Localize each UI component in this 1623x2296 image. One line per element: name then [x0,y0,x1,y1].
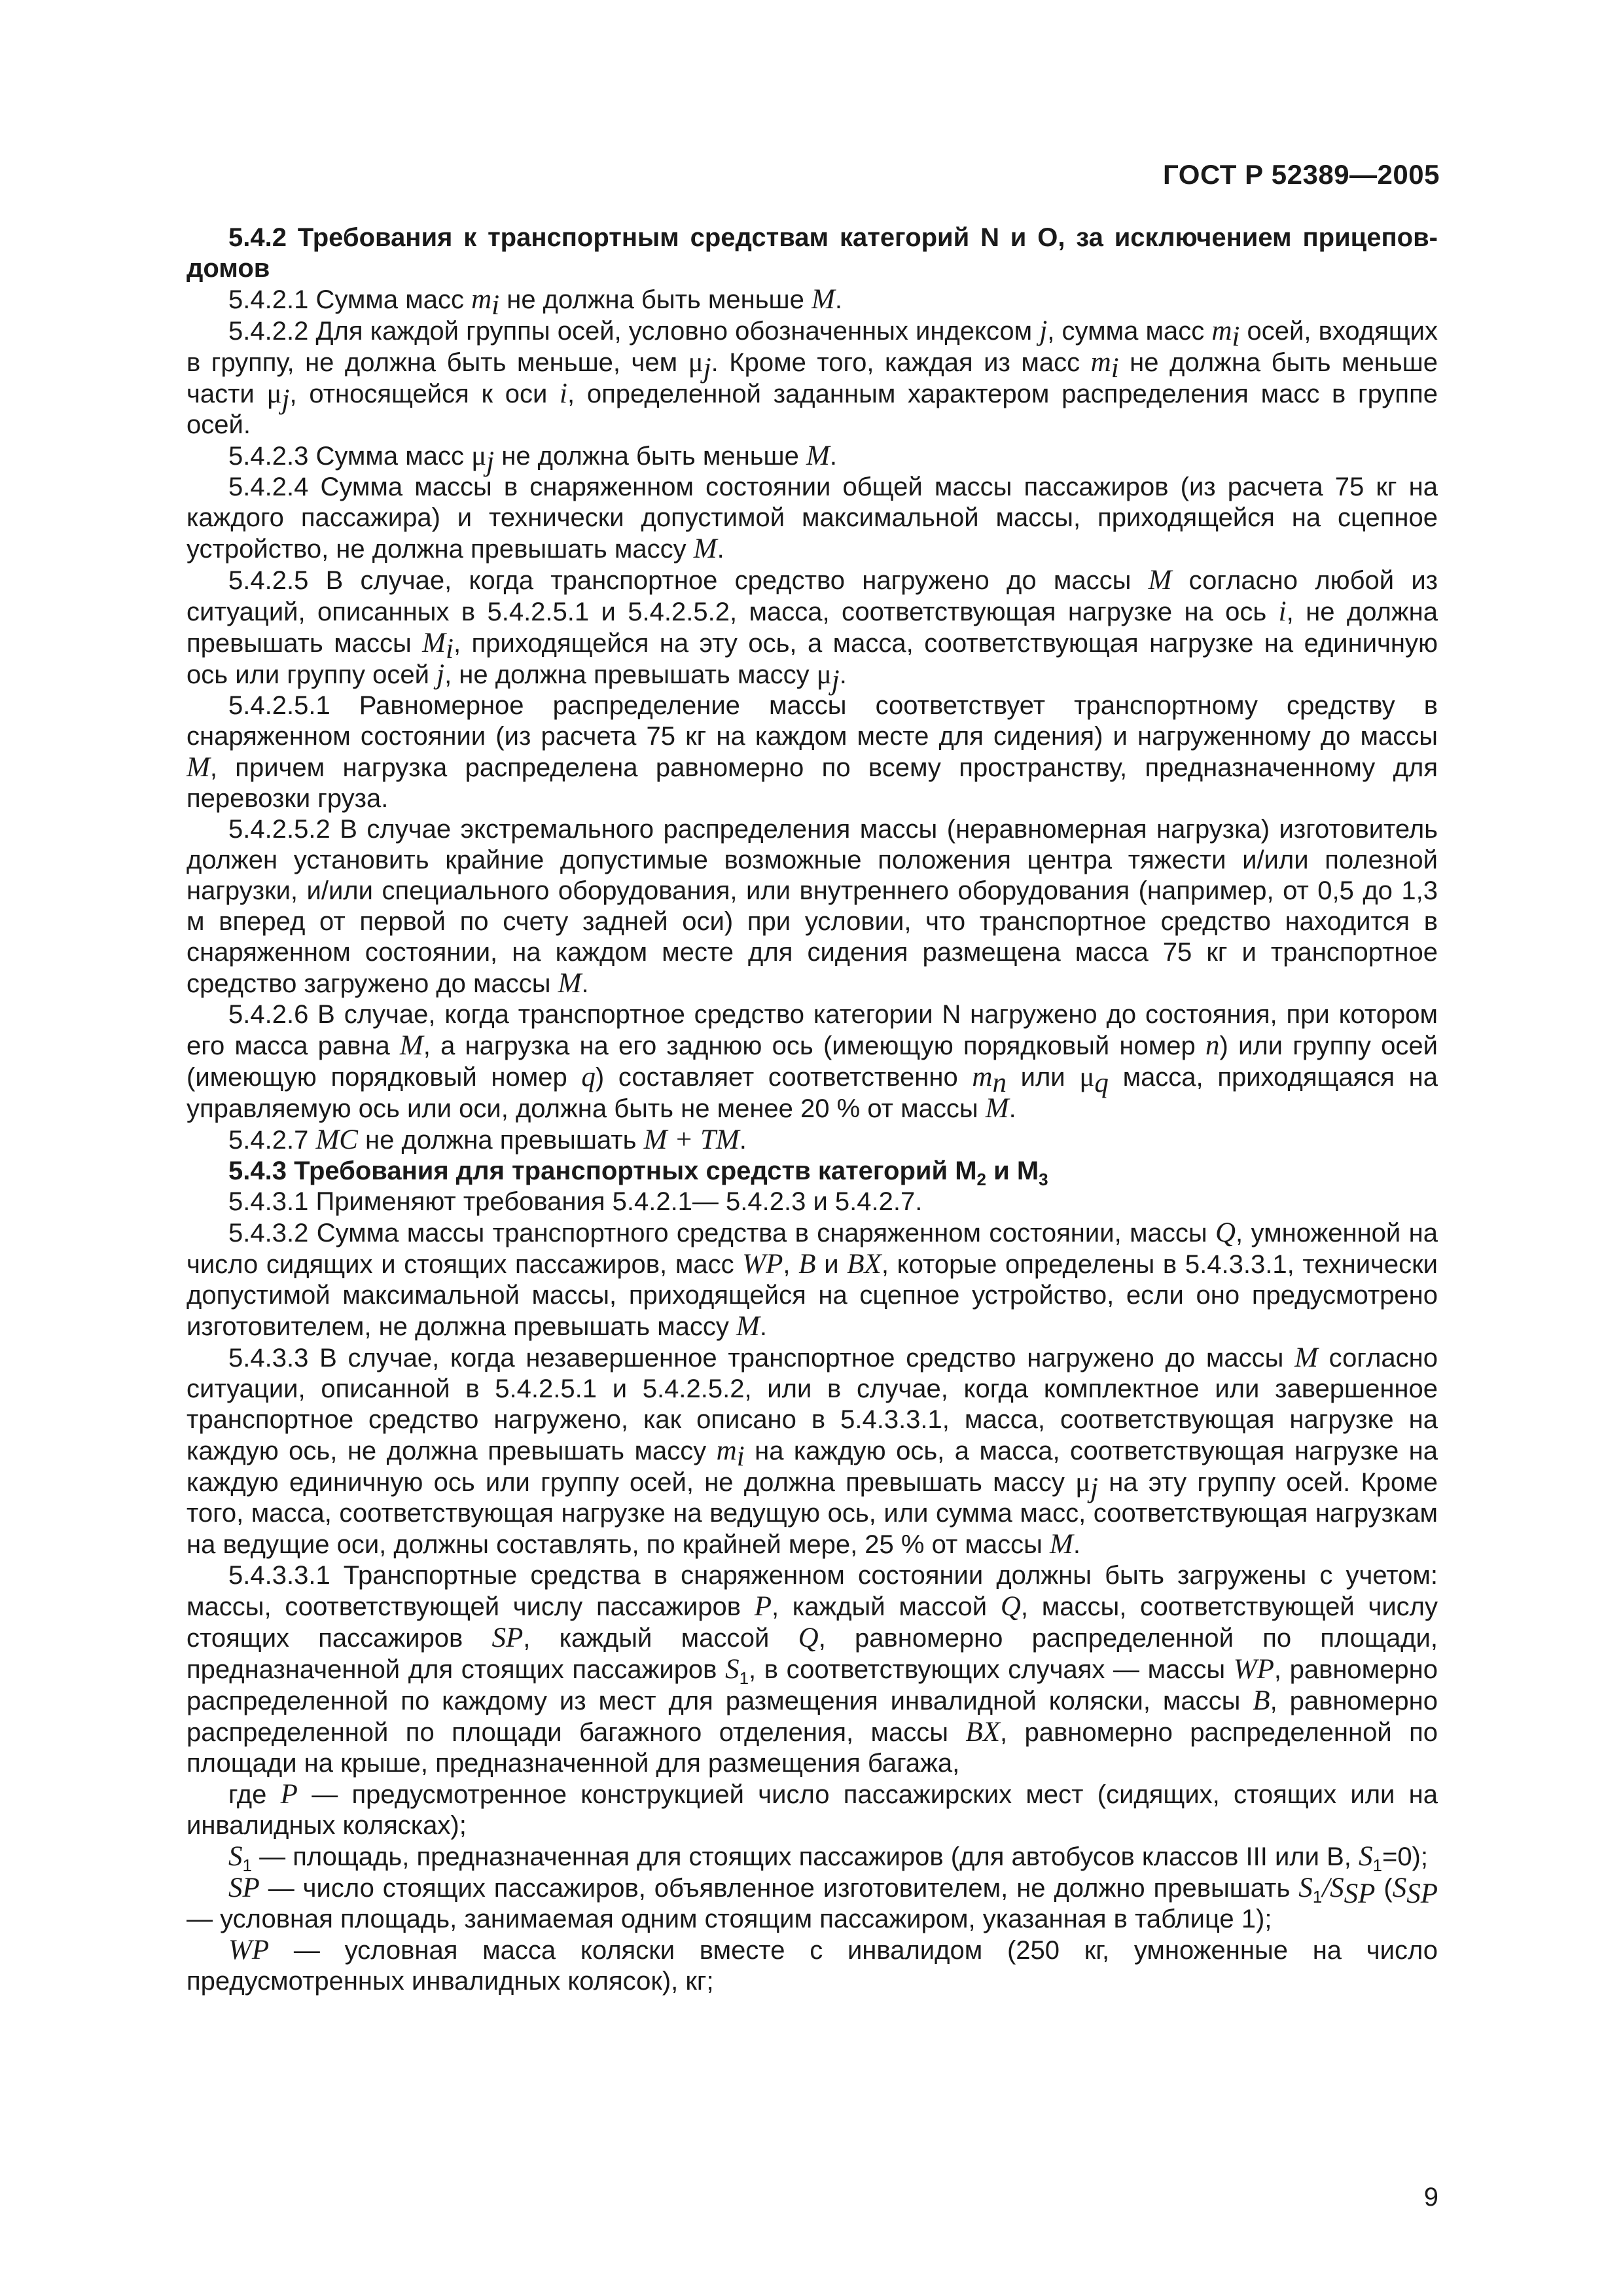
paragraph-5-4-3-2: 5.4.3.2 Сумма массы транспортного средства в снаряженном состоянии, массы Q, умноженной на число сидящих и стоящих пассажиров, масс WP, B и BX, которые определены в 5.4.3.3.1, технически допустимой максимальной массы, приходящейся на сцепное устройство, если оно предусмотрено изготовителем, не должна превышать массу M. [187,1217,1438,1342]
paragraph-5-4-3-1: 5.4.3.1 Применяют требования 5.4.2.1— 5.4.2.3 и 5.4.2.7. [228,1187,923,1216]
definition-wp: WP — условная масса коляски вместе с инвалидом (250 кг, умноженные на число предусмотренных инвалидных колясок), кг; [187,1935,1438,1996]
document-id: ГОСТ Р 52389—2005 [1163,159,1440,190]
paragraph-5-4-2-2: 5.4.2.2 Для каждой группы осей, условно обозначенных индексом j, сумма масс $m_i$ осей, входящих в группу, не должна быть меньше, чем $\mu_j$. Кроме того, каждая из масс $m_i$ не должна быть меньше части $\mu_j$, относящейся к оси i, определенной заданным характером распределения масс в группе осей. [187,315,1438,439]
paragraph-5-4-2-5: 5.4.2.5 В случае, когда транспортное средство нагружено до массы M согласно любой из ситуаций, описанных в 5.4.2.5.1 и 5.4.2.5.2, масса, соответствующая нагрузке на ось i, не должна превышать массы $M_i$, приходящейся на эту ось, а масса, соответствующая нагрузке на единичную ось или группу осей j, не должна превышать массу $\mu_j$. [187,565,1438,696]
paragraph-5-4-2-1: 5.4.2.1 Сумма масс $m_i$ не должна быть меньше M. [228,284,842,321]
definition-p: где P — предусмотренное конструкцией число пассажирских мест (сидящих, стоящих или на инвалидных колясках); [187,1779,1438,1840]
paragraph-5-4-3-3-1: 5.4.3.3.1 Транспортные средства в снаряженном состоянии должны быть загружены с учетом: массы, соответствующей числу пассажиров P, каждый массой Q, массы, соответствующей числу стоящих пассажиров SP, каждый массой Q, равномерно распределенной по площади, предназначенной для стоящих пассажиров $S_1$, в соответствующих случаях — массы WP, равномерно распределенной по каждому из мест для размещения инвалидной коляски, массы B, равномерно распределенной по площади багажного отделения, массы BX, равномерно распределенной по площади на крыше, предназначенной для размещения багажа, [187,1561,1438,1778]
paragraph-5-4-2-6: 5.4.2.6 В случае, когда транспортное средство категории N нагружено до состояния, при котором его масса равна M, а нагрузка на его заднюю ось (имеющую порядковый номер n) или группу осей (имеющую порядковый номер q) составляет соответственно $m_n$ или $\mu_q$ масса, приходящаяся на управляемую ось или оси, должна быть не менее 20 % от массы M. [187,1000,1438,1124]
definition-sp: SP — число стоящих пассажиров, объявленное изготовителем, не должно превышать $S_1/S_{SP}$ ($S_{SP}$ — условная площадь, занимаемая одним стоящим пассажиром, указанная в таблице 1); [187,1873,1438,1933]
paragraph-5-4-2-5-1: 5.4.2.5.1 Равномерное распределение массы соответствует транспортному средству в снаряженном состоянии (из расчета 75 кг на каждом месте для сидения) и нагруженному до массы M, причем нагрузка распределена равномерно по всему пространству, предназначенному для перевозки груза. [187,691,1438,813]
paragraph-5-4-2-3: 5.4.2.3 Сумма масс $\mu_j$ не должна быть меньше M. [228,440,837,477]
document-body [187,223,1438,1997]
paragraph-5-4-2-5-2: 5.4.2.5.2 В случае экстремального распределения массы (неравномерная нагрузка) изготовитель должен установить крайние допустимые возможные положения центра тяжести и/или полезной нагрузки, и/или специального оборудования, или внутреннего оборудования (например, от 0,5 до 1,3 м вперед от первой по счету задней оси) при условии, что транспортное средство находится в снаряженном состоянии, на каждом месте для сидения размещена масса 75 кг и транспортное средство загружено до массы M. [187,815,1438,999]
definition-s1: $S_1$ — площадь, предназначенная для стоящих пассажиров (для автобусов классов III или B, $S_1=0$); [228,1841,1428,1875]
section-heading-5-4-3: 5.4.3 Требования для транспортных средств категорий $M_2$ и $M_3$ [228,1157,1048,1189]
paragraph-5-4-2-7: 5.4.2.7 MC не должна превышать M + TM. [228,1124,747,1155]
section-heading-5-4-2: 5.4.2 Требования к транспортным средствам категорий N и О, за исключением прицепов-домов [187,223,1438,283]
paragraph-5-4-2-4: 5.4.2.4 Сумма массы в снаряженном состоянии общей массы пассажиров (из расчета 75 кг на каждого пассажира) и технически допустимой максимальной массы, приходящейся на сцепное устройство, не должна превышать массу M. [187,473,1438,564]
page-number: 9 [1423,2183,1438,2212]
paragraph-5-4-3-3: 5.4.3.3 В случае, когда незавершенное транспортное средство нагружено до массы M согласно ситуации, описанной в 5.4.2.5.1 и 5.4.2.5.2, или в случае, когда комплектное или завершенное транспортное средство нагружено, как описано в 5.4.3.3.1, масса, соответствующая нагрузке на каждую ось, не должна превышать массу $m_i$ на каждую ось, а масса, соответствующая нагрузке на каждую единичную ось или группу осей, не должна превышать массу $\mu_j$ на эту группу осей. Кроме того, масса, соответствующая нагрузке на ведущую ось, или сумма масс, соответствующая нагрузкам на ведущие оси, должны составлять, по крайней мере, 25 % от массы M. [187,1342,1438,1560]
